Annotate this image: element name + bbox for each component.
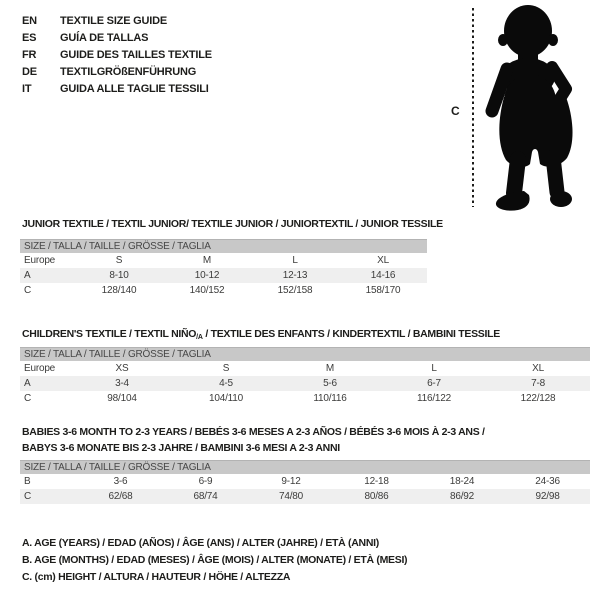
table-cell: 3-6 (113, 475, 128, 487)
size-header: SIZE / TALLA / TAILLE / GRÖSSE / TAGLIA (20, 348, 590, 361)
babies-section-title-line1: BABIES 3-6 MONTH TO 2-3 YEARS / BEBÉS 3-6 MESES A 2-3 AÑOS / BÉBÉS 3-6 MOIS À 2-3 ANS / (22, 426, 485, 438)
language-code: DE (22, 66, 37, 78)
row-label: C (24, 392, 32, 404)
table-cell: 12-18 (364, 475, 389, 487)
children-title-pre: CHILDREN'S TEXTILE / TEXTIL NIÑO (22, 328, 197, 340)
table-cell: XL (532, 362, 544, 374)
table-cell: 10-12 (163, 268, 251, 283)
table-cell: 7-8 (486, 376, 590, 391)
children-title-sub: /A (196, 334, 203, 341)
language-item-es (22, 30, 212, 47)
measurement-legend (22, 535, 407, 586)
table-cell: M (202, 254, 212, 266)
language-title: TEXTILE SIZE GUIDE (60, 15, 168, 27)
children-section-title (22, 326, 500, 346)
table-cell: 152/158 (277, 284, 313, 296)
table-cell: L (292, 254, 298, 266)
table-cell: 68/74 (163, 489, 248, 504)
table-cell: M (325, 362, 335, 374)
size-header: SIZE / TALLA / TAILLE / GRÖSSE / TAGLIA (20, 240, 427, 253)
table-cell: 128/140 (101, 284, 137, 296)
language-code: EN (22, 15, 37, 27)
height-measure-dotted-line (472, 8, 474, 207)
language-title: GUIDA ALLE TAGLIE TESSILI (60, 83, 209, 95)
language-code: FR (22, 49, 37, 61)
table-row (20, 489, 590, 504)
table-row (20, 253, 427, 268)
row-label: B (24, 475, 31, 487)
children-title-post: / TEXTILE DES ENFANTS / KINDERTEXTIL / BAMBINI TESSILE (202, 328, 500, 340)
babies-size-table (20, 460, 590, 504)
size-header-row (20, 240, 427, 253)
table-cell: 6-7 (382, 376, 486, 391)
language-title: TEXTILGRÖßENFÜHRUNG (60, 66, 197, 78)
row-label: A (20, 268, 75, 283)
table-cell: 24-36 (535, 475, 560, 487)
table-row (20, 283, 427, 298)
row-label: Europe (24, 254, 56, 266)
table-cell: 122/128 (520, 392, 556, 404)
language-item-it (22, 81, 212, 98)
size-header-row (20, 348, 590, 361)
language-title: GUIDE DES TAILLES TEXTILE (60, 49, 212, 61)
babies-section-title-line2: BABYS 3-6 MONATE BIS 2-3 JAHRE / BAMBINI 3-6 MESI A 2-3 ANNI (22, 442, 340, 454)
row-label: C (24, 284, 32, 296)
row-label: A (20, 376, 70, 391)
height-label: C (451, 104, 460, 118)
language-title: GUÍA DE TALLAS (60, 32, 149, 44)
table-cell: S (115, 254, 123, 266)
table-cell: 9-12 (281, 475, 301, 487)
legend-line-b: B. AGE (MONTHS) / EDAD (MESES) / ÂGE (MOIS) / ALTER (MONATE) / ETÀ (MESI) (22, 554, 408, 566)
size-header-row (20, 461, 590, 474)
table-cell: 5-6 (278, 376, 382, 391)
language-code: ES (22, 32, 37, 44)
table-cell: 14-16 (339, 268, 427, 283)
row-label: C (20, 489, 78, 504)
table-cell: 6-9 (198, 475, 213, 487)
row-label: Europe (24, 362, 56, 374)
table-cell: 74/80 (248, 489, 334, 504)
junior-section-title: JUNIOR TEXTILE / TEXTIL JUNIOR/ TEXTILE JUNIOR / JUNIORTEXTIL / JUNIOR TESSILE (22, 218, 443, 230)
table-cell: 110/116 (313, 392, 347, 404)
table-row (20, 391, 590, 406)
language-item-en (22, 13, 212, 30)
table-row (20, 376, 590, 391)
children-size-table (20, 347, 590, 406)
table-row (20, 268, 427, 283)
table-cell: 80/86 (334, 489, 419, 504)
table-cell: S (222, 362, 230, 374)
table-cell: 4-5 (174, 376, 278, 391)
table-cell: L (431, 362, 437, 374)
table-cell: 98/104 (107, 392, 137, 404)
table-cell: XL (377, 254, 389, 266)
junior-size-table (20, 239, 427, 298)
table-cell: 140/152 (189, 284, 225, 296)
table-cell: XS (115, 362, 129, 374)
language-item-de (22, 64, 212, 81)
legend-line-c: C. (cm) HEIGHT / ALTURA / HAUTEUR / HÖHE / ALTEZZA (22, 571, 291, 583)
table-cell: 86/92 (419, 489, 505, 504)
table-cell: 12-13 (251, 268, 339, 283)
table-cell: 104/110 (208, 392, 243, 404)
table-row (20, 361, 590, 376)
baby-silhouette (480, 3, 590, 213)
table-cell: 8-10 (75, 268, 163, 283)
table-cell: 3-4 (70, 376, 174, 391)
table-cell: 18-24 (449, 475, 475, 487)
table-row (20, 474, 590, 489)
table-cell: 116/122 (416, 392, 451, 404)
table-cell: 158/170 (365, 284, 401, 296)
size-header: SIZE / TALLA / TAILLE / GRÖSSE / TAGLIA (20, 461, 590, 474)
table-cell: 62/68 (78, 489, 163, 504)
language-list (22, 13, 212, 98)
language-item-fr (22, 47, 212, 64)
language-code: IT (22, 83, 32, 95)
legend-line-a: A. AGE (YEARS) / EDAD (AÑOS) / ÂGE (ANS) / ALTER (JAHRE) / ETÀ (ANNI) (22, 537, 379, 549)
table-cell: 92/98 (505, 489, 590, 504)
